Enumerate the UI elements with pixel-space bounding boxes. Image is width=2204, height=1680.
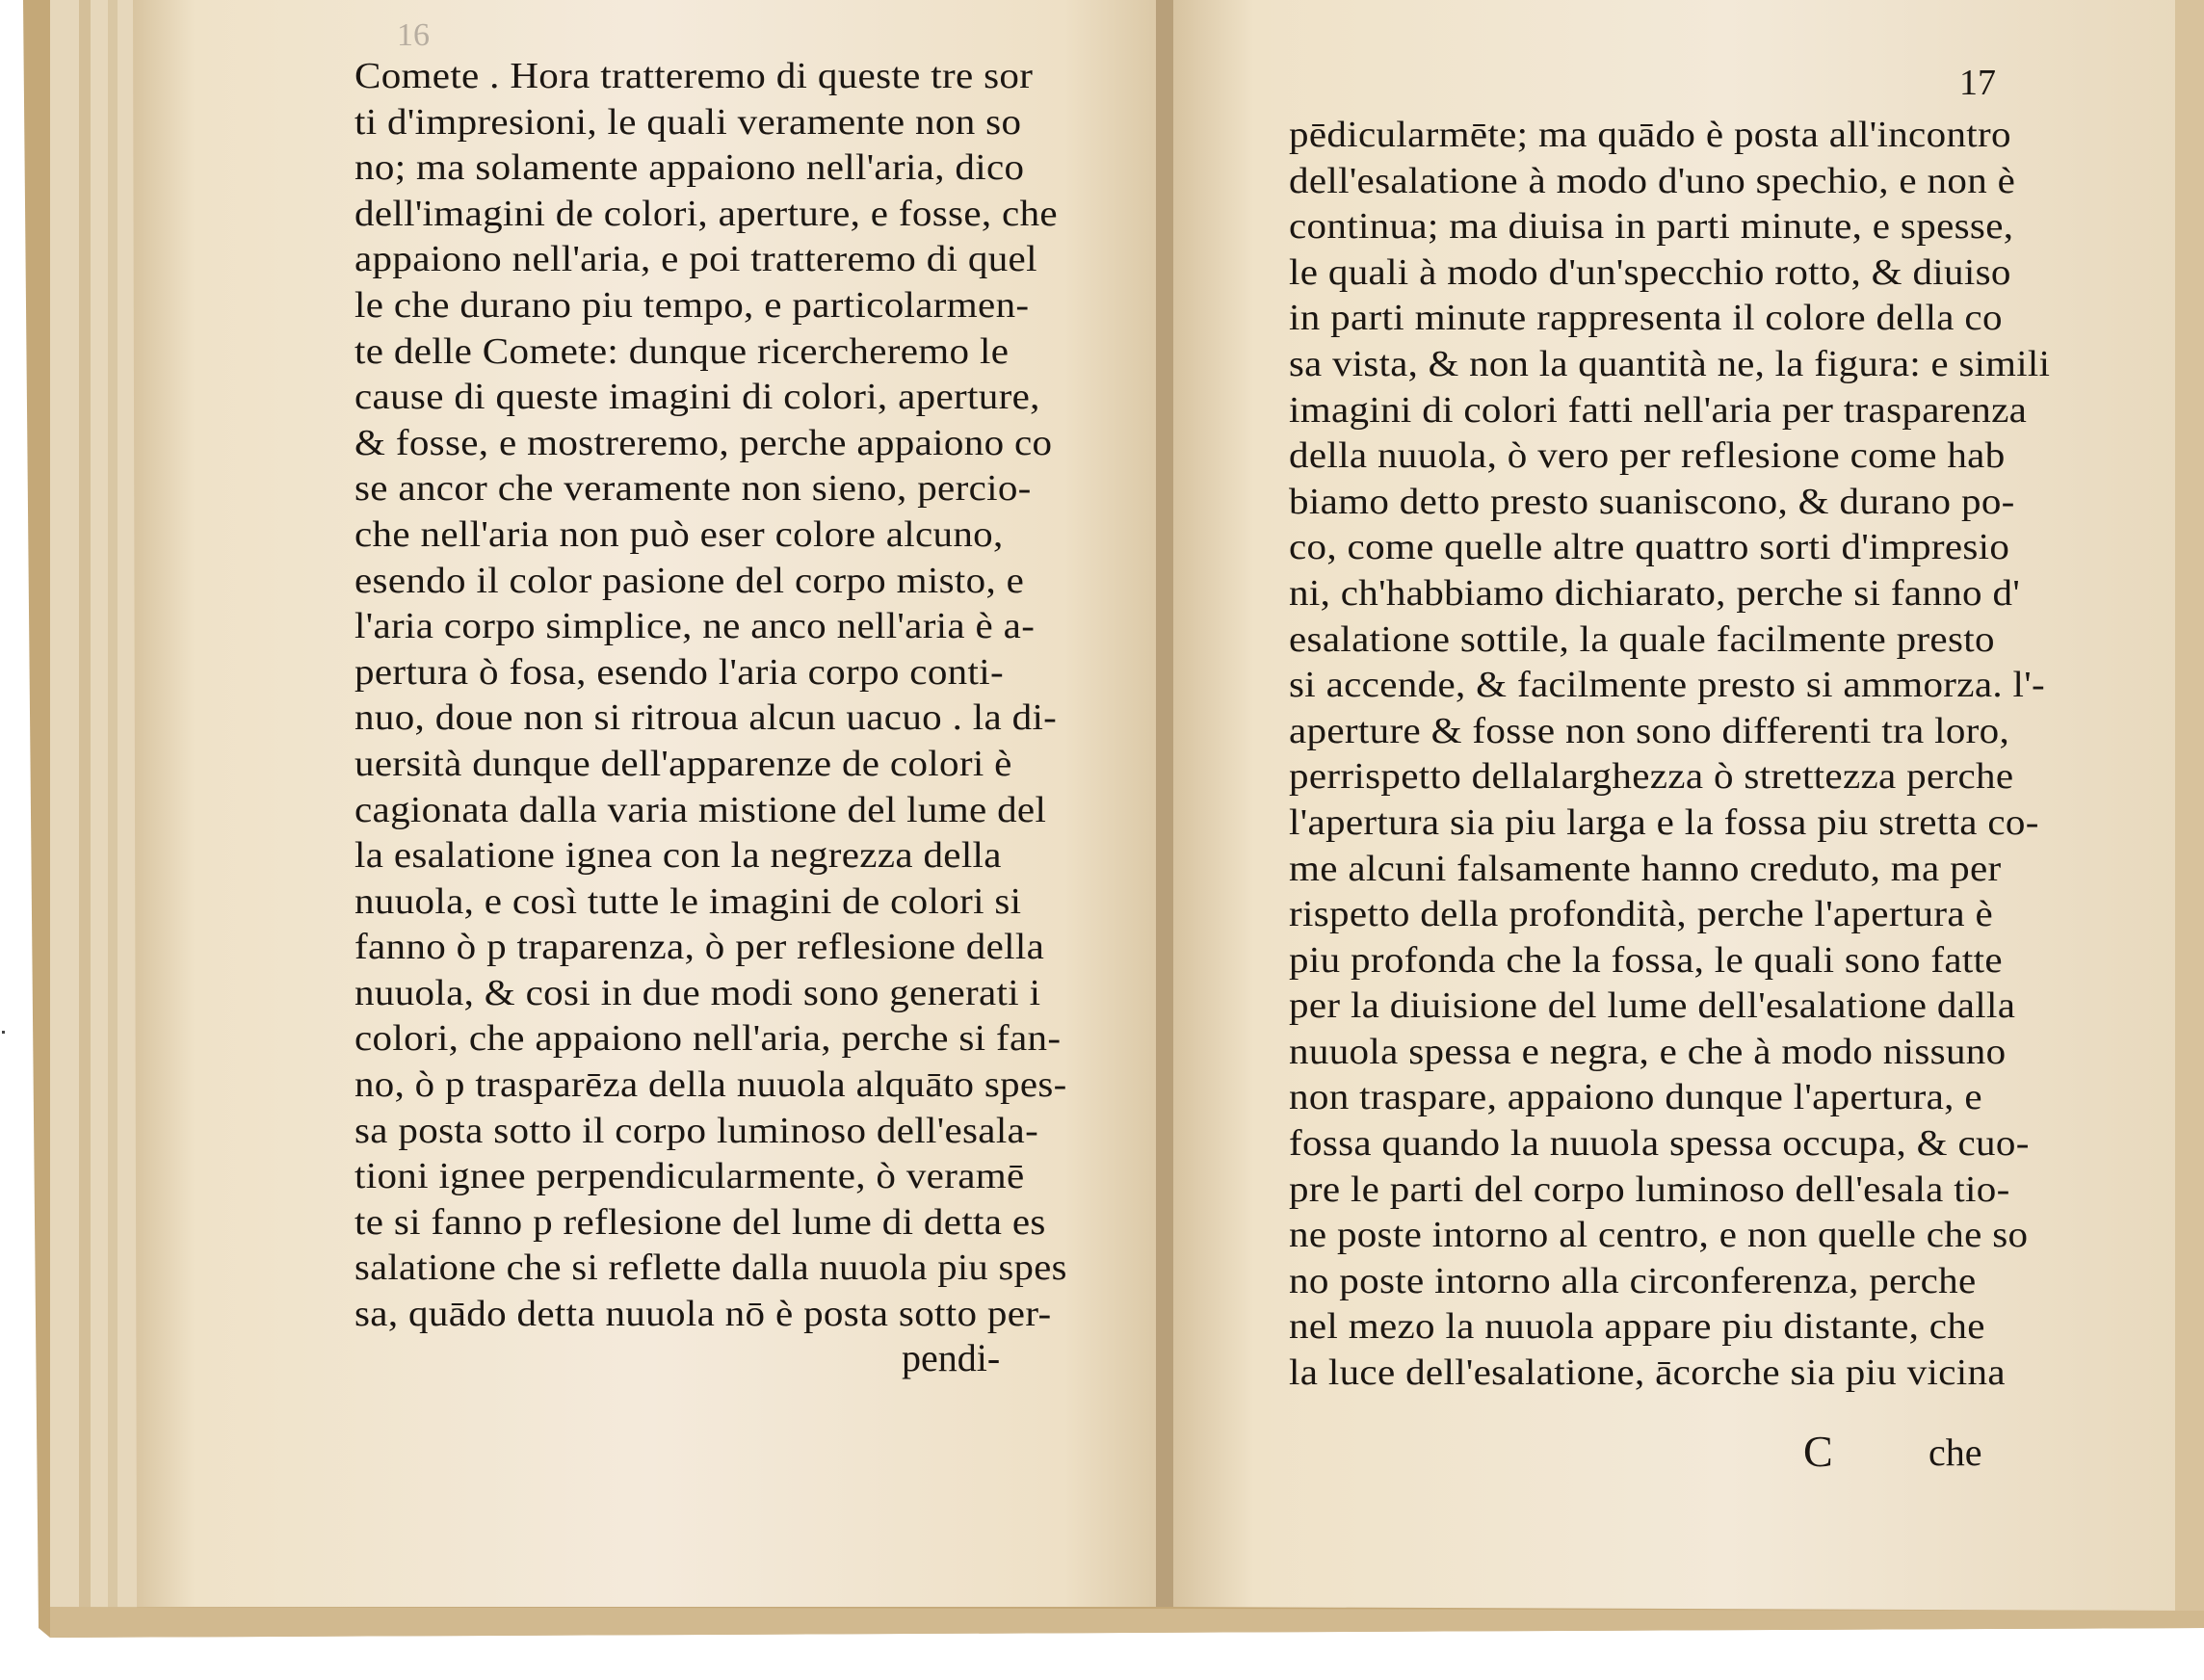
right-text-line: rispetto della profondità, perche l'apertura è [1289,894,1994,935]
left-text-line: la esalatione ignea con la negrezza della [354,835,1002,877]
right-text-line: co, come quelle altre quattro sorti d'impresio [1289,527,2010,568]
left-page-number: 16 [397,17,430,53]
left-text-line: pertura ò fosa, esendo l'aria corpo conti- [354,651,1004,693]
left-text-line: se ancor che veramente non sieno, percio- [354,468,1032,510]
left-text-line: sa, quādo detta nuuola nō è posta sotto per- [354,1294,1052,1335]
right-page-text [1289,113,2051,1397]
left-text-line: salatione che si reflette dalla nuuola piu spes [354,1247,1067,1289]
right-text-line: per la diuisione del lume dell'esalatione dalla [1289,985,2016,1027]
left-catchword: pendi- [902,1336,1001,1379]
right-text-line: aperture & fosse non sono differenti tra loro, [1289,710,2010,751]
left-text-line: Comete . Hora tratteremo di queste tre sor [354,56,1034,96]
left-text-line: nuuola, e così tutte le imagini de colori si [354,880,1022,922]
left-text-line: cagionata dalla varia mistione del lume del [354,789,1047,830]
left-text-line: dell'imagini de colori, aperture, e fosse, che [354,193,1058,234]
right-text-line: la luce dell'esalatione, ācorche sia piu vicina [1289,1352,2006,1394]
left-text-line: esendo il color pasione del corpo misto, e [354,560,1025,601]
right-text-line: biamo detto presto suaniscono, & durano po- [1289,481,2015,522]
right-text-line: nuuola spessa e negra, e che à modo nissuno [1289,1031,2007,1072]
right-text-line: si accende, & facilmente presto si ammorza. l'- [1289,665,2045,706]
right-page-number: 17 [1959,63,1996,103]
right-text-line: le quali à modo d'un'specchio rotto, & diuiso [1289,251,2011,293]
right-text-line: sa vista, & non la quantità ne, la figura: e simili [1289,343,2051,384]
left-text-line: uersità dunque dell'apparenze de colori è [354,743,1012,784]
right-text-line: fossa quando la nuuola spessa occupa, & cuo- [1289,1123,2030,1165]
left-text-line: fanno ò p traparenza, ò per reflesione della [354,927,1045,968]
right-text-line: piu profonda che la fossa, le quali sono fatte [1289,939,2003,981]
right-text-line: l'apertura sia piu larga e la fossa piu stretta co- [1289,801,2039,843]
right-text-line: me alcuni falsamente hanno creduto, ma per [1289,848,2002,889]
left-text-line: colori, che appaiono nell'aria, perche si fan- [354,1018,1062,1060]
right-text-line: ne poste intorno al centro, e non quelle che so [1289,1215,2029,1256]
right-text-line: non traspare, appaiono dunque l'apertura, e [1289,1077,1982,1118]
left-text-line: appaiono nell'aria, e poi tratteremo di quel [354,239,1037,280]
left-text-line: no, ò p trasparēza della nuuola alquāto spes- [354,1064,1067,1106]
left-text-line: ti d'impresioni, le quali veramente non so [354,101,1022,143]
left-text-line: te delle Comete: dunque ricercheremo le [354,330,1010,372]
left-page-text [354,54,1067,1338]
right-text-line: pēdicularmēte; ma quādo è posta all'incontro [1289,115,2011,155]
left-text-line: le che durano piu tempo, e particolarmen- [354,284,1030,326]
left-text-line: che nell'aria non può eser colore alcuno, [354,513,1004,555]
right-text-line: pre le parti del corpo luminoso dell'esala tio- [1289,1168,2010,1210]
left-text-line: cause di queste imagini di colori, aperture, [354,377,1040,418]
left-text-line: nuuola, & cosi in due modi sono generati i [354,972,1041,1013]
right-text-line: perrispetto dellalarghezza ò strettezza perche [1289,756,2014,798]
right-signature-mark: C [1803,1427,1833,1476]
left-text-line: & fosse, e mostreremo, perche appaiono co [354,422,1053,463]
right-text-line: in parti minute rappresenta il colore della co [1289,298,2003,339]
right-text-line: imagini di colori fatti nell'aria per trasparenza [1289,389,2028,431]
left-text-line: l'aria corpo simplice, ne anco nell'aria è a- [354,606,1036,647]
left-text-line: sa posta sotto il corpo luminoso dell'esala- [354,1110,1039,1151]
right-text-line: dell'esalatione à modo d'uno spechio, e non è [1289,160,2016,201]
left-text-line: te si fanno p reflesione del lume di detta es [354,1201,1046,1243]
right-catchword: che [1928,1431,1982,1474]
right-text-line: esalatione sottile, la quale facilmente presto [1289,618,1995,660]
left-text-line: no; ma solamente appaiono nell'aria, dico [354,147,1025,189]
right-text-line: continua; ma diuisa in parti minute, e spesse, [1289,206,2014,248]
left-text-line: nuo, doue non si ritroua alcun uacuo . la di- [354,697,1058,739]
left-text-line: tioni ignee perpendicularmente, ò veramē [354,1156,1025,1197]
right-text-line: no poste intorno alla circonferenza, perche [1289,1260,1977,1301]
right-text-line: nel mezo la nuuola appare piu distante, che [1289,1306,1985,1348]
right-text-line: della nuuola, ò vero per reflesione come hab [1289,435,2006,477]
right-text-line: ni, ch'habbiamo dichiarato, perche si fanno d' [1289,572,2021,614]
